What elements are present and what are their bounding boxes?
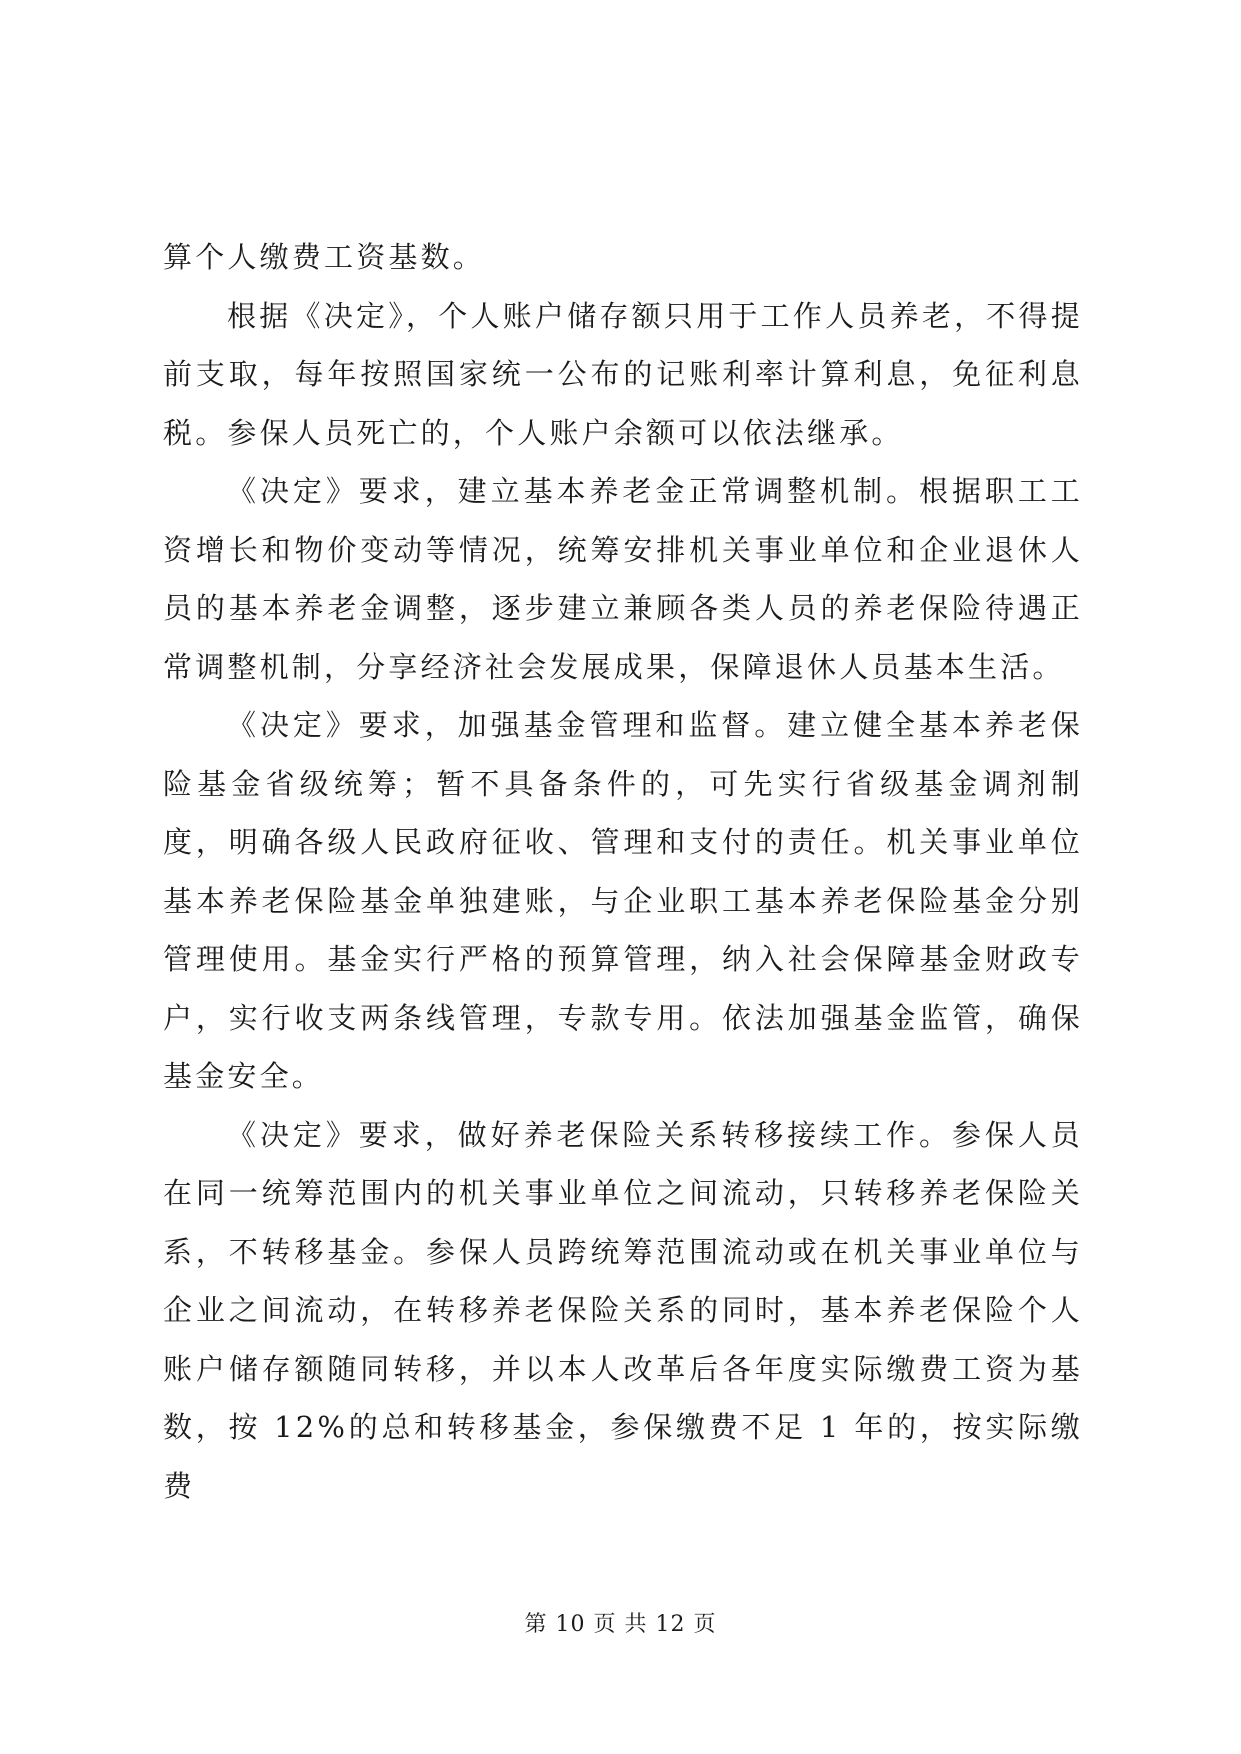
page-number-footer: 第 10 页 共 12 页 [524, 1612, 717, 1637]
paragraph-1: 算个人缴费工资基数。 [163, 240, 486, 274]
paragraph-5: 《决定》要求，做好养老保险关系转移接续工作。参保人员在同一统筹范围内的机关事业单位之间流动，只转移养老保险关系，不转移基金。参保人员跨统筹范围流动或在机关事业单位与企业之间流动，在转移养老保险关系的同时，基本养老保险个人账户储存额随同转移，并以本人改革后各年度实际缴费工资为基数，按 12%的总和转移基金，参保缴费不足 1 年的，按实际缴费 [163, 1117, 1083, 1503]
paragraph-4: 《决定》要求，加强基金管理和监督。建立健全基本养老保险基金省级统筹；暂不具备条件的，可先实行省级基金调剂制度，明确各级人民政府征收、管理和支付的责任。机关事业单位基本养老保险基金单独建账，与企业职工基本养老保险基金分别管理使用。基金实行严格的预算管理，纳入社会保障基金财政专户，实行收支两条线管理，专款专用。依法加强基金监管，确保基金安全。 [163, 708, 1083, 1093]
paragraph-2: 根据《决定》，个人账户储存额只用于工作人员养老，不得提前支取，每年按照国家统一公布的记账利率计算利息，免征利息税。参保人员死亡的，个人账户余额可以依法继承。 [163, 298, 1083, 450]
paragraph-3: 《决定》要求，建立基本养老金正常调整机制。根据职工工资增长和物价变动等情况，统筹安排机关事业单位和企业退休人员的基本养老金调整，逐步建立兼顾各类人员的养老保险待遇正常调整机制，分享经济社会发展成果，保障退休人员基本生活。 [163, 474, 1083, 684]
document-body [163, 228, 1083, 1515]
